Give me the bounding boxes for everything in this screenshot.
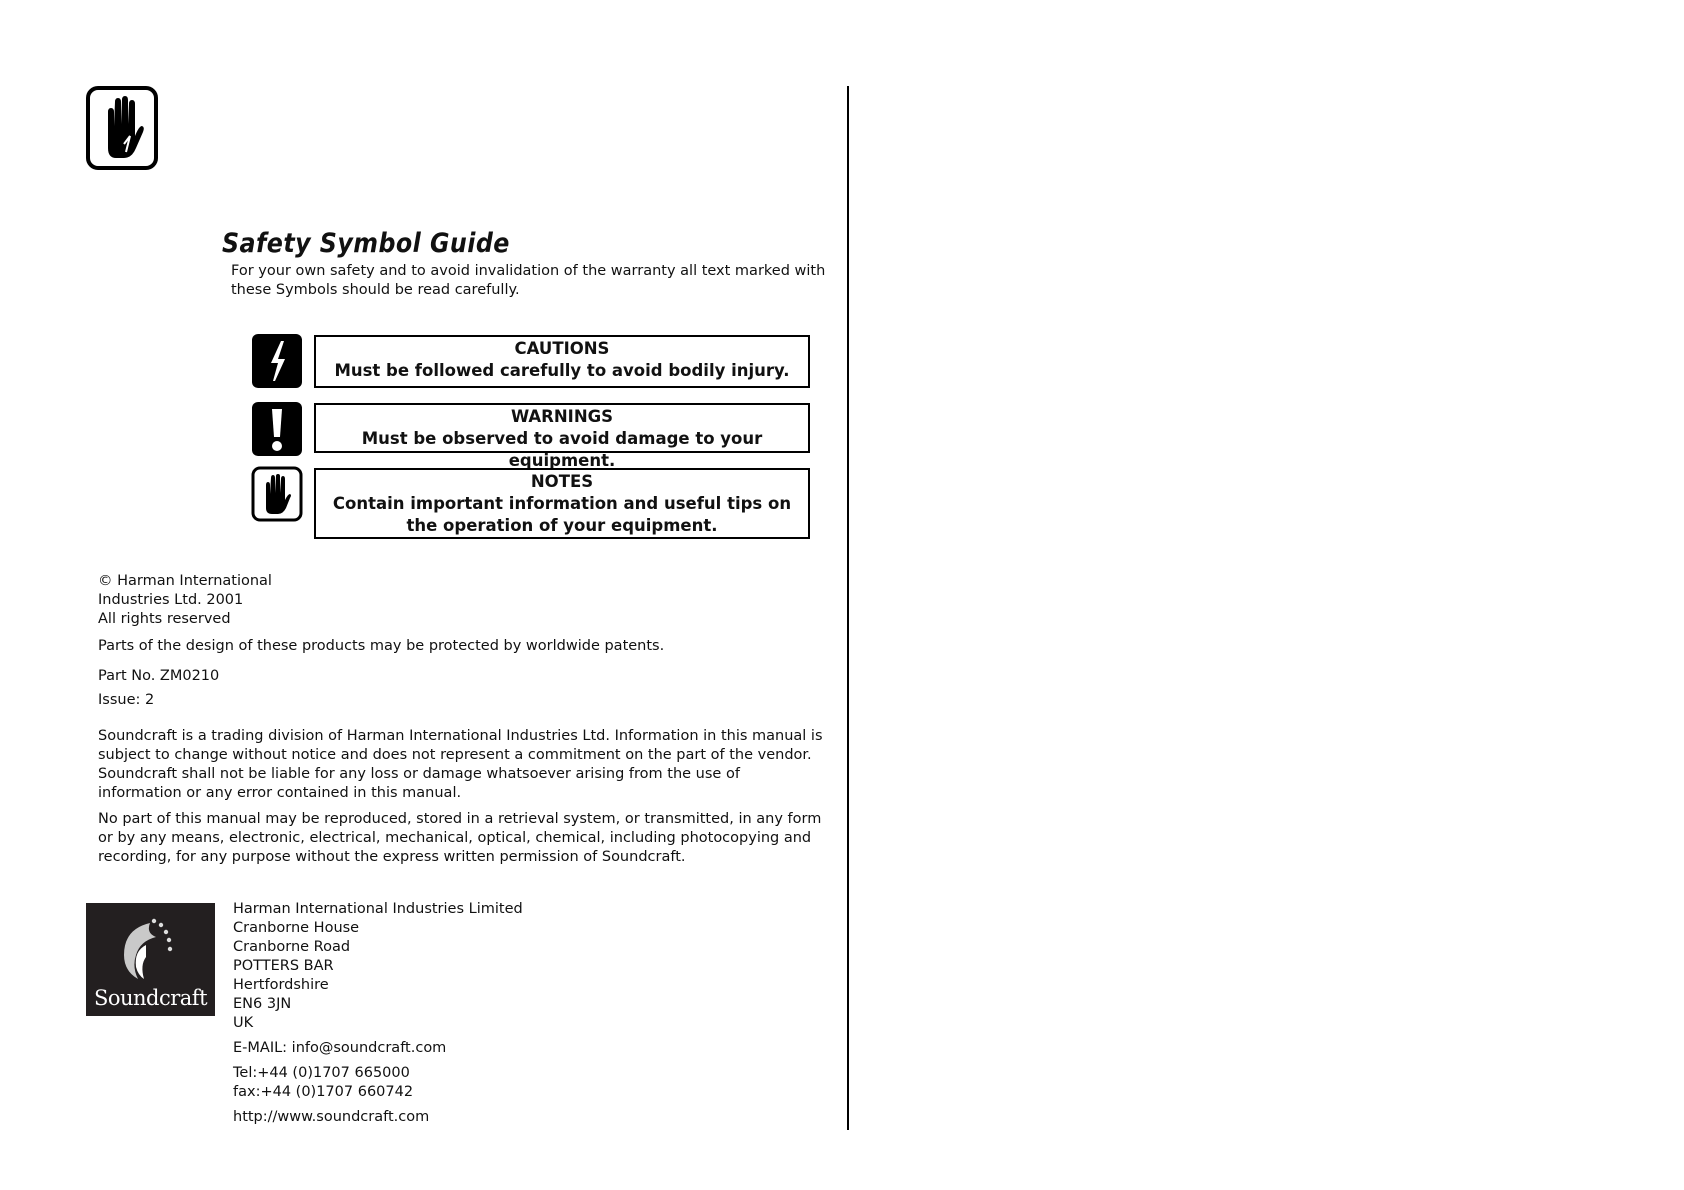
logo-mark-icon bbox=[116, 915, 186, 981]
warnings-text: Must be observed to avoid damage to your equipment. bbox=[361, 429, 763, 470]
logo-text: Soundcraft bbox=[93, 986, 208, 1010]
disclaimer-paragraph: Soundcraft is a trading division of Harman International Industries Ltd. Information in this manual is subject to change without notice and does not represent a commitment on the part of the vendor. Soundcraft shall not be liable for any loss or damage whatsoever arising from the use of information or any error contained in this manual. bbox=[98, 728, 823, 801]
copyright-line: All rights reserved bbox=[98, 611, 231, 627]
tel-text: Tel:+44 (0)1707 665000 bbox=[233, 1065, 410, 1081]
exclamation-icon bbox=[251, 401, 303, 457]
notes-text: Contain important information and useful tips on the operation of your equipment. bbox=[332, 494, 792, 535]
soundcraft-logo bbox=[86, 903, 215, 1016]
notes-heading: NOTES bbox=[530, 472, 594, 491]
email-text: E-MAIL: info@soundcraft.com bbox=[233, 1040, 447, 1056]
address-line: EN6 3JN bbox=[233, 996, 292, 1012]
address-line: Hertfordshire bbox=[233, 977, 329, 993]
address-block bbox=[233, 900, 633, 1127]
cautions-box bbox=[314, 335, 810, 388]
issue-number: Issue: 2 bbox=[98, 692, 155, 708]
part-number: Part No. ZM0210 bbox=[98, 668, 220, 684]
address-line: UK bbox=[233, 1015, 254, 1031]
page-title: Safety Symbol Guide bbox=[222, 228, 510, 259]
copyright-line: Industries Ltd. 2001 bbox=[98, 592, 244, 608]
intro-text: For your own safety and to avoid invalidation of the warranty all text marked with these Symbols should be read carefully. bbox=[231, 263, 826, 298]
copyright-line: © Harman International bbox=[98, 573, 272, 589]
hand-icon bbox=[251, 466, 303, 522]
patents-text: Parts of the design of these products may be protected by worldwide patents. bbox=[98, 638, 665, 654]
notes-box bbox=[314, 468, 810, 539]
cautions-text: Must be followed carefully to avoid bodily injury. bbox=[334, 361, 790, 380]
page-divider bbox=[847, 86, 849, 1130]
address-company: Harman International Industries Limited bbox=[233, 901, 523, 917]
warnings-box bbox=[314, 403, 810, 470]
cautions-heading: CAUTIONS bbox=[514, 339, 610, 358]
address-line: Cranborne House bbox=[233, 920, 360, 936]
address-line: POTTERS BAR bbox=[233, 958, 334, 974]
hand-icon bbox=[86, 86, 158, 170]
warnings-heading: WARNINGS bbox=[510, 407, 614, 426]
website-link[interactable]: http://www.soundcraft.com bbox=[233, 1109, 430, 1125]
fax-text: fax:+44 (0)1707 660742 bbox=[233, 1084, 414, 1100]
copyright-block bbox=[98, 572, 358, 629]
reproduction-paragraph: No part of this manual may be reproduced, stored in a retrieval system, or transmitted, in any form or by any means, electronic, electrical, mechanical, optical, chemical, including photocopying and recording, for any purpose without the express written permission of Soundcraft. bbox=[98, 811, 822, 865]
address-line: Cranborne Road bbox=[233, 939, 351, 955]
lightning-icon bbox=[251, 333, 303, 389]
